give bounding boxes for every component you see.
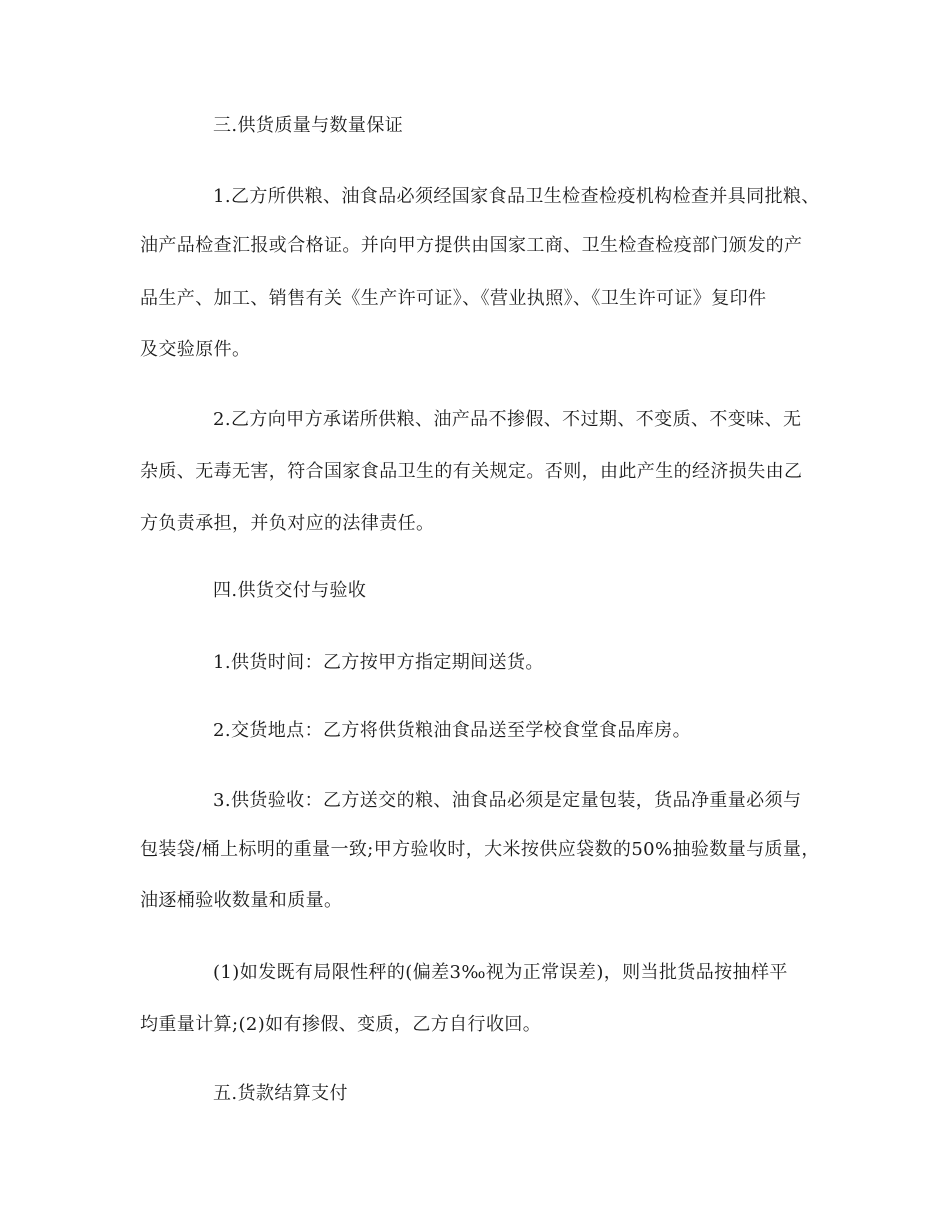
section-3-heading: 三.供货质量与数量保证 — [213, 115, 404, 136]
item-1-line-3: 品生产、加工、销售有关《生产许可证》、《营业执照》、《卫生许可证》复印件 — [140, 288, 767, 309]
delivery-place: 2.交货地点：乙方将供货粮油食品送至学校食堂食品库房。 — [213, 720, 691, 741]
item-1-line-2: 油产品检查汇报或合格证。并向甲方提供由国家工商、卫生检查检疫部门颁发的产 — [140, 235, 803, 256]
item-1-line-1: 1.乙方所供粮、油食品必须经国家食品卫生检查检疫机构检查并具同批粮、 — [213, 186, 820, 207]
deviation-line-1: (1)如发既有局限性秤的(偏差3‰视为正常误差)，则当批货品按抽样平 — [213, 962, 788, 983]
acceptance-line-1: 3.供货验收：乙方送交的粮、油食品必须是定量包装，货品净重量必须与 — [213, 790, 802, 811]
delivery-time: 1.供货时间：乙方按甲方指定期间送货。 — [213, 652, 544, 673]
deviation-line-2: 均重量计算;(2)如有掺假、变质，乙方自行收回。 — [140, 1014, 542, 1035]
item-2-line-2: 杂质、无毒无害，符合国家食品卫生的有关规定。否则，由此产生的经济损失由乙 — [140, 461, 803, 482]
acceptance-line-2: 包装袋/桶上标明的重量一致;甲方验收时，大米按供应袋数的50%抽验数量与质量， — [140, 839, 820, 860]
item-2-line-1: 2.乙方向甲方承诺所供粮、油产品不掺假、不过期、不变质、不变味、无 — [213, 409, 802, 430]
item-1-line-4: 及交验原件。 — [140, 339, 251, 360]
section-4-heading: 四.供货交付与验收 — [213, 580, 367, 601]
acceptance-line-3: 油逐桶验收数量和质量。 — [140, 890, 343, 911]
item-2-line-3: 方负责承担，并负对应的法律责任。 — [140, 513, 435, 534]
section-5-heading: 五.货款结算支付 — [213, 1083, 348, 1104]
